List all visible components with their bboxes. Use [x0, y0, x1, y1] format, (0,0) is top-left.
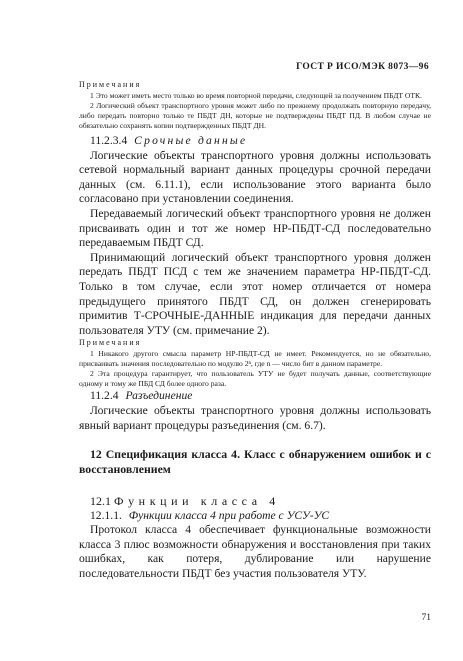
subsection-number: 12.1: [90, 493, 111, 508]
paragraph: Принимающий логический объект транспортного уровня должен передать ПБДТ ПСД с тем же значением параметра НР-ПБДТ-СД. Только в том случае, если этот номер отличается от номера предыдущего принятого ПБДТ СД, он должен сгенерировать примитив Т-СРОЧНЫЕ-ДАННЫЕ индикация для передачи данных пользователя УТУ (см. примечание 2).: [79, 250, 431, 337]
paragraph: Протокол класса 4 обеспечивает функциональные возможности класса 3 плюс возможности обнаружения и восстановления при таких ошибках, как потеря, дублирование или нарушение последовательности ПБДТ без участия пользователя УТУ.: [79, 523, 431, 581]
note-1: 1 Никакого другого смысла параметр НР-ПБДТ-СД не имеет. Рекомендуется, но не обязательно, присваивать значения последовательно по модулю 2ⁿ, где n — число бит в данном параметре.: [79, 349, 431, 369]
paragraph: Логические объекты транспортного уровня должны использовать сетевой нормальный вариант данных процедуры срочной передачи данных (см. 6.11.1), если использование этого варианта было согласовано при установлении соединения.: [79, 148, 431, 206]
note-1: 1 Это может иметь место только во время повторной передачи, следующей за получением ПБДТ ОТК.: [90, 91, 422, 100]
subsection-title: Функции класса 4: [114, 493, 280, 508]
subsection-heading-11-2-3-4: [90, 134, 431, 149]
section-heading-12: 12 Спецификация класса 4. Класс с обнаружением ошибок и с восстановлением: [79, 447, 431, 476]
paragraph: Передаваемый логический объект транспортного уровня не должен присваивать один и тот же номер НР-ПБДТ-СД последовательно передаваемым ПБДТ СД.: [79, 206, 431, 250]
notes-heading: Примечания: [79, 338, 142, 348]
subsection-number: 12.1.1.: [90, 508, 122, 522]
notes-heading: Примечания: [79, 80, 142, 89]
subsection-heading-12-1: [90, 494, 431, 509]
note-2: 2 Эта процедура гарантирует, что пользователь УТУ не будет получать данные, соответствующие одному и тому же ПБД СД более одного раза.: [79, 369, 431, 389]
note-2: 2 Логический объект транспортного уровня может либо по прежнему продолжать повторную передачу, либо передать повторно только те ПБДТ ДН, которые не подтверждены ПБДТ ПД. В любом случае не обязательно сохранять копии подтвержденных ПБДТ ДН.: [79, 101, 431, 130]
subsection-number: 11.2.4: [90, 389, 119, 403]
subsection-title: Функции класса 4 при работе с УСУ-УС: [128, 508, 330, 522]
page-content: [79, 80, 431, 582]
standard-header: ГОСТ Р ИСО/МЭК 8073—96: [296, 62, 429, 72]
subsection-title: Срочные данные: [134, 134, 248, 147]
page-number: 71: [421, 613, 431, 623]
subsection-title: Разъединение: [125, 389, 193, 403]
subsection-heading-12-1-1: [90, 509, 431, 524]
paragraph: Логические объекты транспортного уровня должны использовать явный вариант процедуры разъединения (см. 6.7).: [79, 403, 431, 432]
subsection-heading-11-2-4: [90, 389, 431, 404]
subsection-number: 11.2.3.4: [90, 134, 128, 147]
